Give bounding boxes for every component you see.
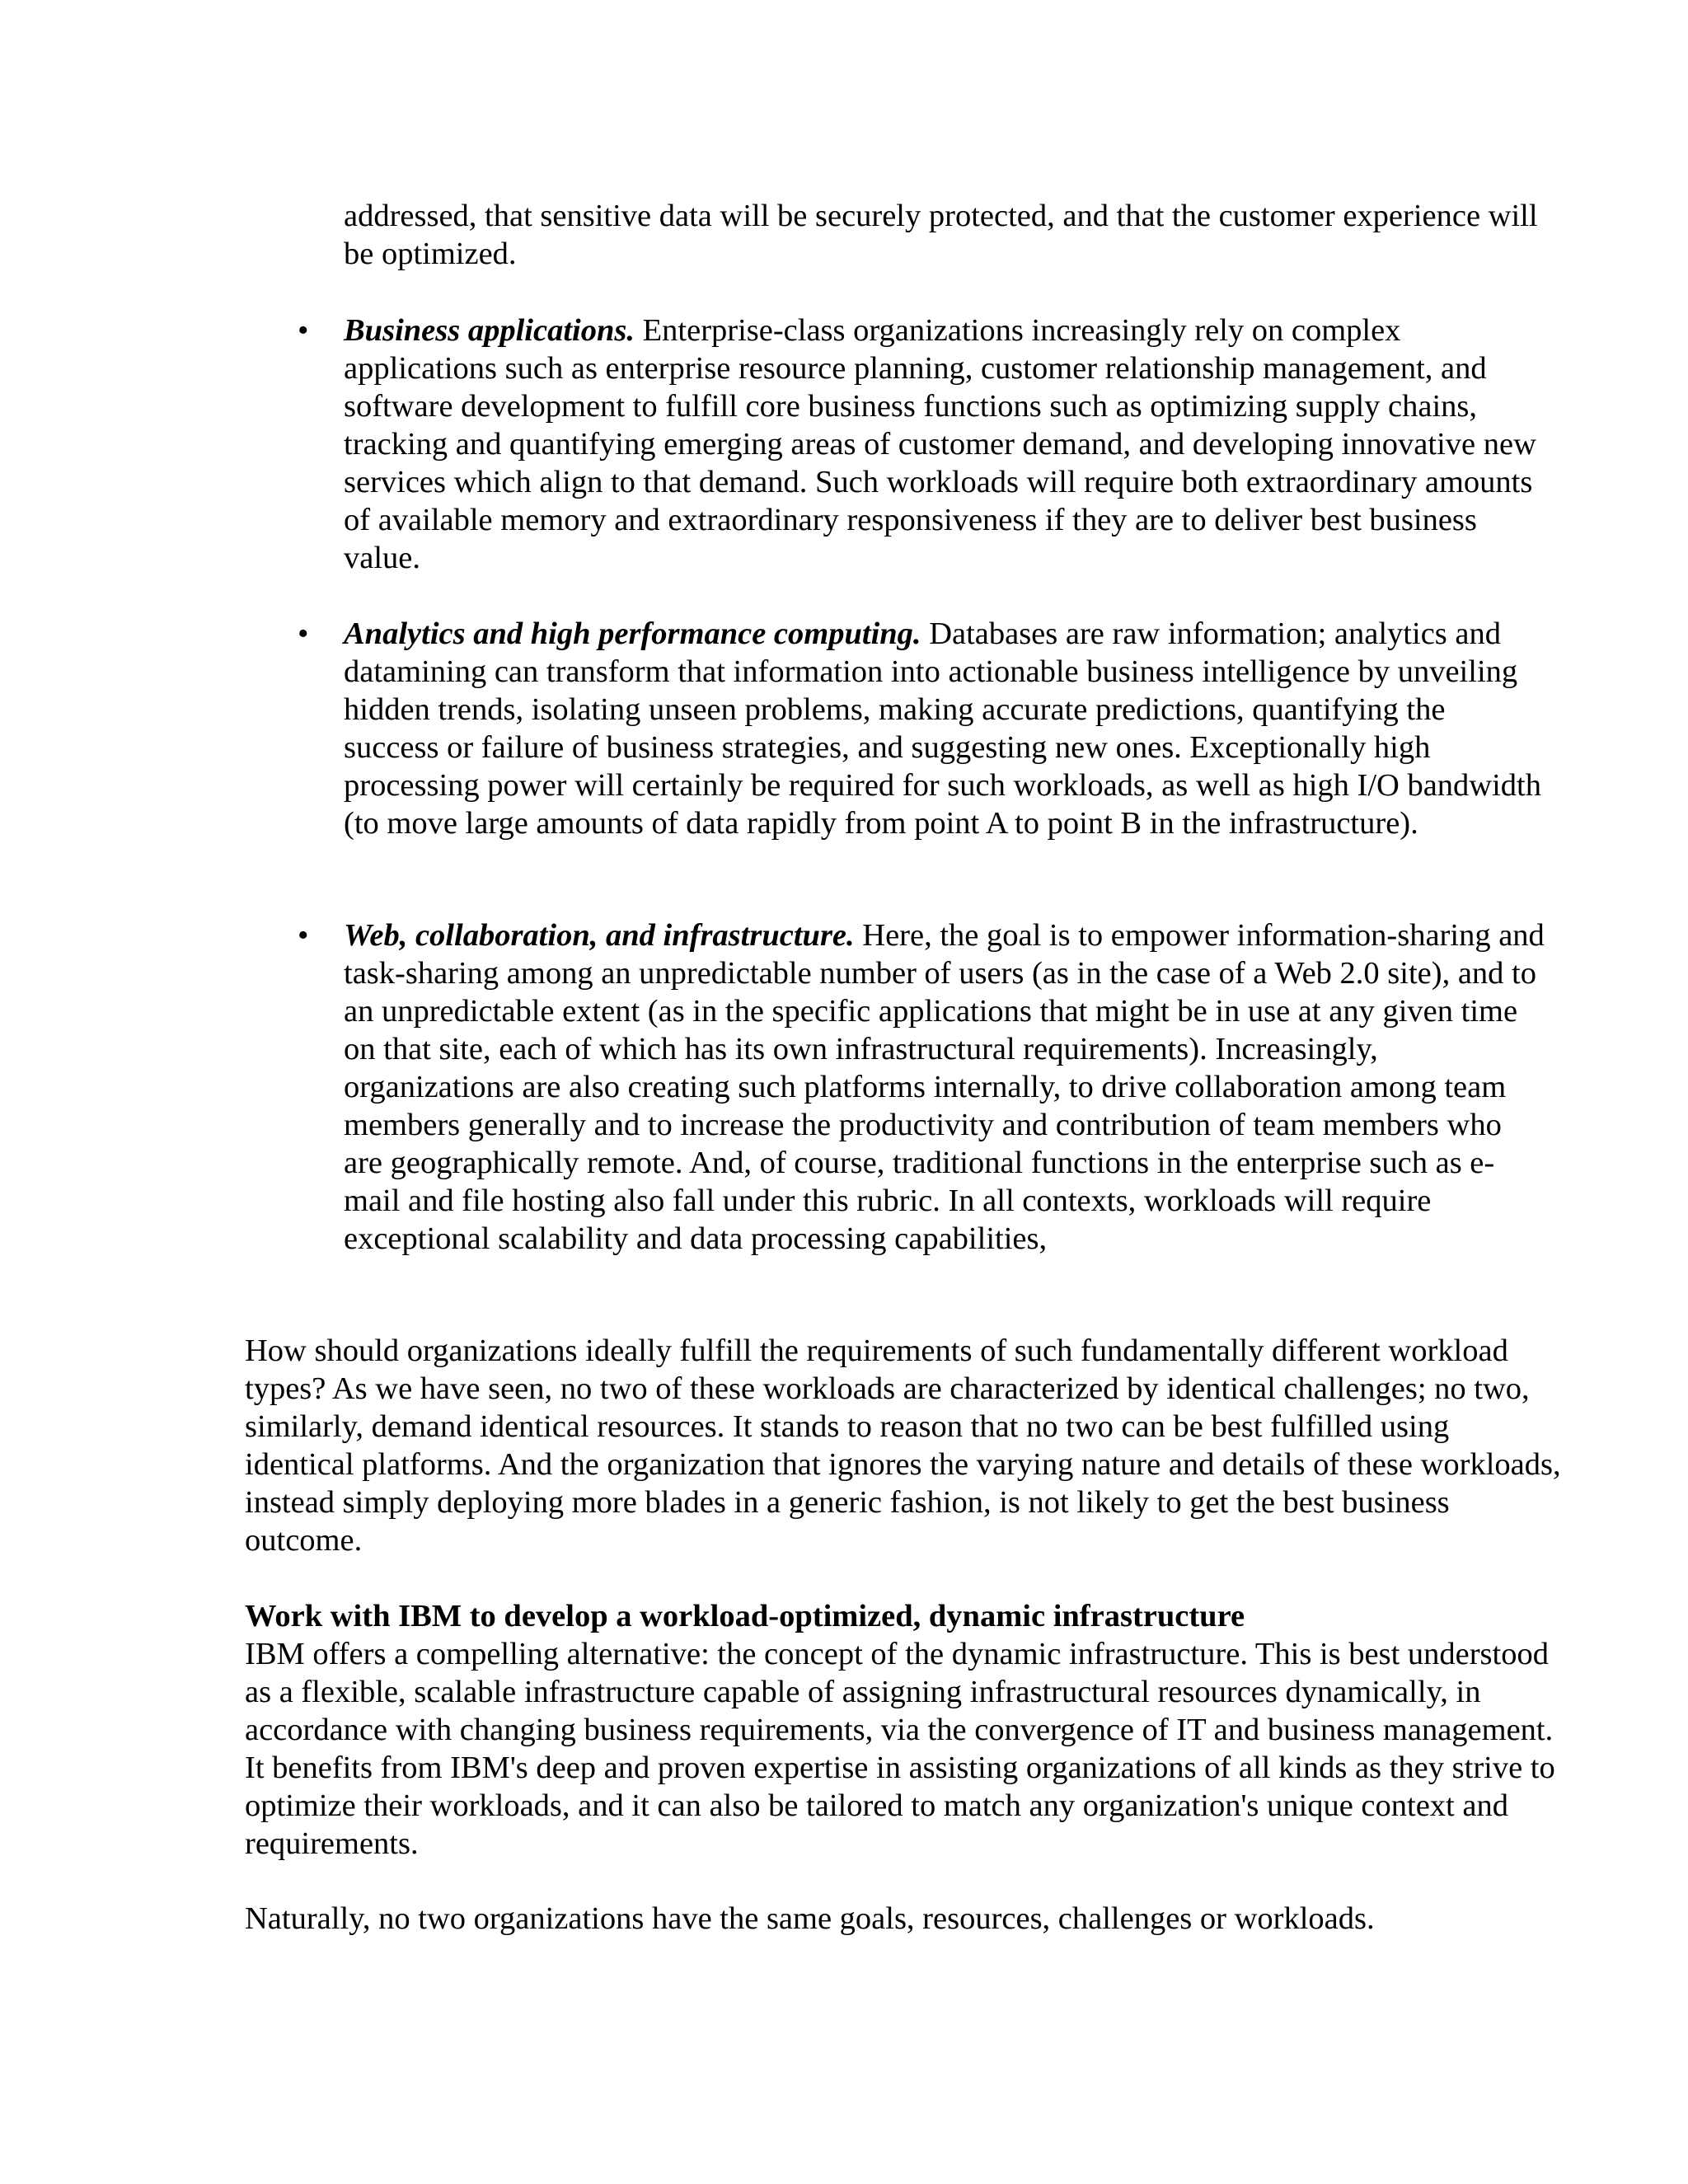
bullet-text [344, 312, 1547, 577]
bullet-lead: Business applications. [344, 313, 635, 348]
paragraph-closing: Naturally, no two organizations have the same goals, resources, challenges or workloads. [245, 1901, 1375, 1936]
continuation-text: addressed, that sensitive data will be securely protected, and that the customer experience will be optimized. [344, 199, 1538, 271]
section-heading: Work with IBM to develop a workload-optimized, dynamic infrastructure [245, 1599, 1245, 1633]
bullet-item [298, 312, 1547, 577]
bullet-body: Databases are raw information; analytics and datamining can transform that information into actionable business intelligence by unveiling hidden trends, isolating unseen problems, making accurate predictions, quantifying the success or failure of business strategies, and suggesting new ones. Exceptionally high processing power will certainly be required for such workloads, as well as high I/O bandwidth (to move large amounts of data rapidly from point A to point B in the infrastructure). [344, 616, 1541, 841]
section-body: IBM offers a compelling alternative: the concept of the dynamic infrastructure. This is best understood as a flexible, scalable infrastructure capable of assigning infrastructural resources dynamically, in accordance with changing business requirements, via the convergence of IT and business management. It benefits from IBM's deep and proven expertise in assisting organizations of all kinds as they strive to optimize their workloads, and it can also be tailored to match any organization's unique context and requirements. [245, 1637, 1555, 1861]
bullet-item [298, 615, 1547, 842]
bullet-lead: Analytics and high performance computing. [344, 616, 921, 651]
bullet-dot-icon: • [298, 313, 309, 348]
bullet-dot-icon: • [298, 616, 309, 651]
bullet-body: Here, the goal is to empower information-sharing and task-sharing among an unpredictable number of users (as in the case of a Web 2.0 site), and to an unpredictable extent (as in the specific applications that might be in use at any given time on that site, each of which has its own infrastructural requirements). Increasingly, organizations are also creating such platforms internally, to drive collaboration among team members generally and to increase the productivity and contribution of team members who are geographically remote. And, of course, traditional functions in the enterprise such as e-mail and file hosting also fall under this rubric. In all contexts, workloads will require exceptional scalability and data processing capabilities, [344, 918, 1545, 1256]
bullet-item [298, 916, 1547, 1258]
bullet-body: Enterprise-class organizations increasingly rely on complex applications such as enterprise resource planning, customer relationship management, and software development to fulfill core business functions such as optimizing supply chains, tracking and quantifying emerging areas of customer demand, and developing innovative new services which align to that demand. Such workloads will require both extraordinary amounts of available memory and extraordinary responsiveness if they are to deliver best business value. [344, 313, 1536, 575]
bullet-text [344, 916, 1547, 1258]
paragraph-workload-types: How should organizations ideally fulfill the requirements of such fundamentally different workload types? As we have seen, no two of these workloads are characterized by identical challenges; no two, similarly, demand identical resources. It stands to reason that no two can be best fulfilled using identical platforms. And the organization that ignores the varying nature and details of these workloads, instead simply deploying more blades in a generic fashion, is not likely to get the best business outcome. [245, 1333, 1561, 1558]
bullet-text [344, 615, 1547, 842]
bullet-dot-icon: • [298, 918, 309, 953]
bullet-lead: Web, collaboration, and infrastructure. [344, 918, 855, 953]
